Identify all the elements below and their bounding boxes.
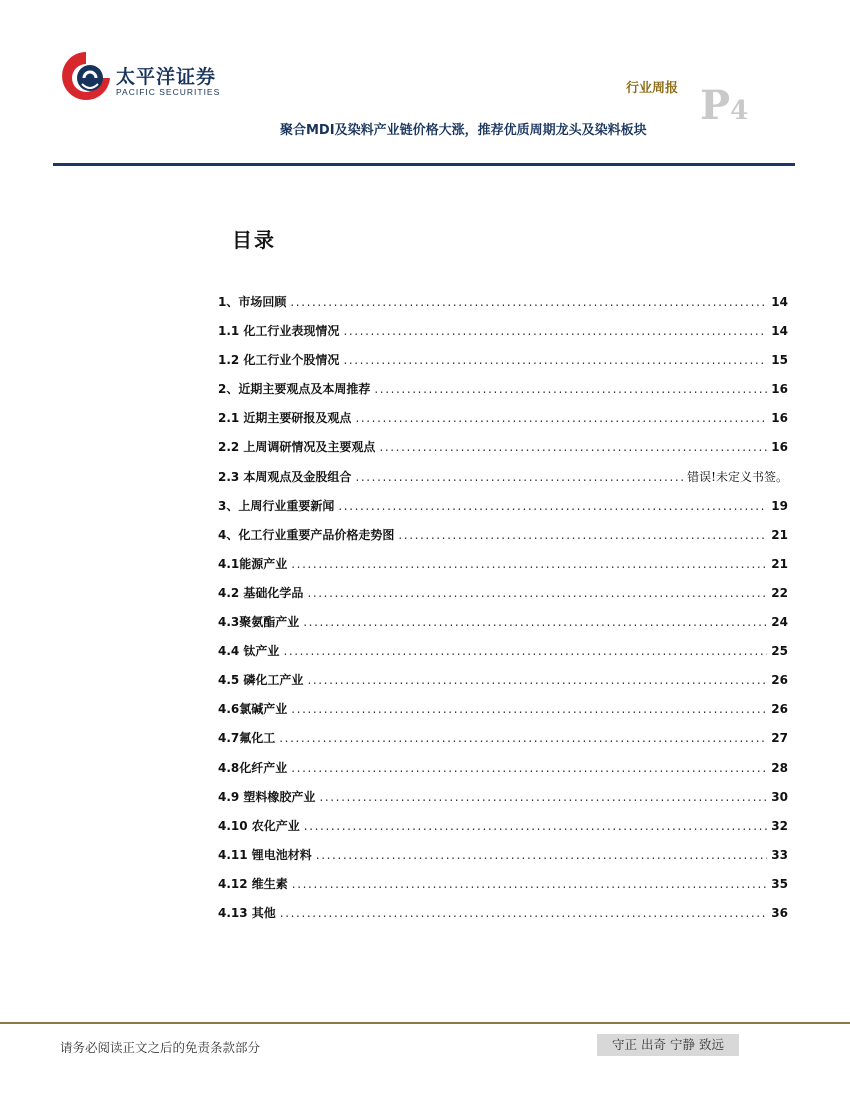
page-number [700,82,748,129]
toc-dot-leader [304,819,768,833]
toc-dot-leader [398,528,767,542]
toc-entry-page: 24 [771,615,788,630]
footer-divider [0,1022,850,1024]
toc-entry-page: 19 [771,498,788,513]
toc-dot-leader [374,382,767,396]
toc-entry-page: 16 [771,382,788,397]
toc-entry[interactable] [218,351,788,380]
toc-entry-label: 4.8化纤产业 [218,760,288,775]
toc-entry-label: 1.1 化工行业表现情况 [218,324,340,339]
toc-entry[interactable] [218,380,788,409]
toc-entry[interactable] [218,817,788,846]
toc-dot-leader [283,644,767,658]
toc-entry-label: 2.2 上周调研情况及主要观点 [218,440,376,455]
toc-entry[interactable] [218,759,788,788]
toc-entry[interactable] [218,322,788,351]
toc-entry-label: 4.4 钛产业 [218,644,280,659]
toc-entry-label: 1、市场回顾 [218,295,287,309]
toc-entry[interactable] [218,293,788,322]
toc-entry[interactable] [218,846,788,875]
toc-entry-page: 28 [771,760,788,775]
footer-motto: 守正 出奇 宁静 致远 [597,1034,739,1056]
toc-entry-page: 15 [771,353,788,368]
toc-entry-label: 4.10 农化产业 [218,818,300,833]
toc-entry-page: 27 [771,731,788,746]
toc-dot-leader [292,877,768,891]
toc-entry-label: 4.6氯碱产业 [218,702,288,717]
toc-heading: 目录 [232,228,276,252]
report-type-label: 行业周报 [626,81,679,96]
toc-entry-page: 错误!未定义书签。 [687,469,788,484]
toc-entry[interactable] [218,555,788,584]
toc-entry[interactable] [218,526,788,555]
toc-entry-label: 4.3聚氨酯产业 [218,615,300,630]
toc-entry[interactable] [218,875,788,904]
page-number-prefix: P [700,82,731,129]
pacific-securities-logo-icon [60,48,112,108]
toc-entry-label: 4.9 塑料橡胶产业 [218,789,316,804]
toc-entry-page: 26 [771,673,788,688]
toc-entry[interactable] [218,468,788,497]
toc-entry-label: 2.1 近期主要研报及观点 [218,411,352,426]
toc-entry-page: 33 [771,847,788,862]
toc-dot-leader [290,295,767,309]
toc-entry-page: 26 [771,702,788,717]
toc-entry[interactable] [218,904,788,933]
toc-entry[interactable] [218,671,788,700]
toc-entry-page: 16 [771,440,788,455]
toc-dot-leader [280,906,768,920]
toc-entry[interactable] [218,438,788,467]
toc-entry-page: 14 [771,295,788,309]
toc-entry-page: 22 [771,585,788,600]
toc-dot-leader [338,499,767,513]
toc-entry[interactable] [218,729,788,758]
toc-dot-leader [291,557,767,571]
toc-dot-leader [355,411,767,425]
toc-dot-leader [316,848,768,862]
toc-entry-label: 2、近期主要观点及本周推荐 [218,382,371,397]
toc-dot-leader [343,353,767,367]
toc-entry-label: 4.7氟化工 [218,731,276,746]
toc-entry-page: 30 [771,789,788,804]
toc-entry-page: 25 [771,644,788,659]
logo-english-name: PACIFIC SECURITIES [116,87,221,97]
footer-disclaimer: 请务必阅读正文之后的免责条款部分 [60,1040,261,1055]
toc-entry-label: 4.5 磷化工产业 [218,673,304,688]
toc-entry-label: 4.2 基础化学品 [218,585,304,600]
toc-entry[interactable] [218,788,788,817]
logo-chinese-name: 太平洋证券 [116,66,217,88]
toc-dot-leader [307,673,767,687]
toc-entry-label: 4、化工行业重要产品价格走势图 [218,527,395,542]
toc-dot-leader [279,731,767,745]
toc-entry-label: 3、上周行业重要新闻 [218,498,335,513]
toc-dot-leader [319,790,767,804]
toc-dot-leader [291,702,767,716]
toc-entry[interactable] [218,700,788,729]
page-number-value: 4 [730,96,749,126]
toc-entry-page: 21 [771,527,788,542]
company-logo [60,48,250,108]
toc-entry-label: 1.2 化工行业个股情况 [218,353,340,368]
toc-entry[interactable] [218,409,788,438]
toc-entry[interactable] [218,584,788,613]
toc-dot-leader [291,761,767,775]
table-of-contents [218,293,788,933]
toc-entry-page: 21 [771,556,788,571]
toc-entry-page: 36 [771,905,788,920]
toc-dot-leader [307,586,767,600]
toc-entry[interactable] [218,613,788,642]
header-divider [53,163,795,166]
toc-dot-leader [355,470,683,484]
toc-entry-label: 2.3 本周观点及金股组合 [218,469,352,484]
toc-dot-leader [379,440,767,454]
toc-entry-page: 14 [771,324,788,339]
toc-entry-page: 32 [771,818,788,833]
toc-entry-label: 4.11 锂电池材料 [218,847,312,862]
toc-dot-leader [343,324,767,338]
toc-entry[interactable] [218,497,788,526]
toc-entry-page: 16 [771,411,788,426]
toc-entry[interactable] [218,642,788,671]
toc-entry-label: 4.1能源产业 [218,556,288,571]
toc-dot-leader [303,615,767,629]
toc-entry-label: 4.13 其他 [218,905,276,920]
report-title: 聚合MDI及染料产业链价格大涨，推荐优质周期龙头及染料板块 [280,123,647,138]
toc-entry-page: 35 [771,876,788,891]
toc-entry-label: 4.12 维生素 [218,876,288,891]
